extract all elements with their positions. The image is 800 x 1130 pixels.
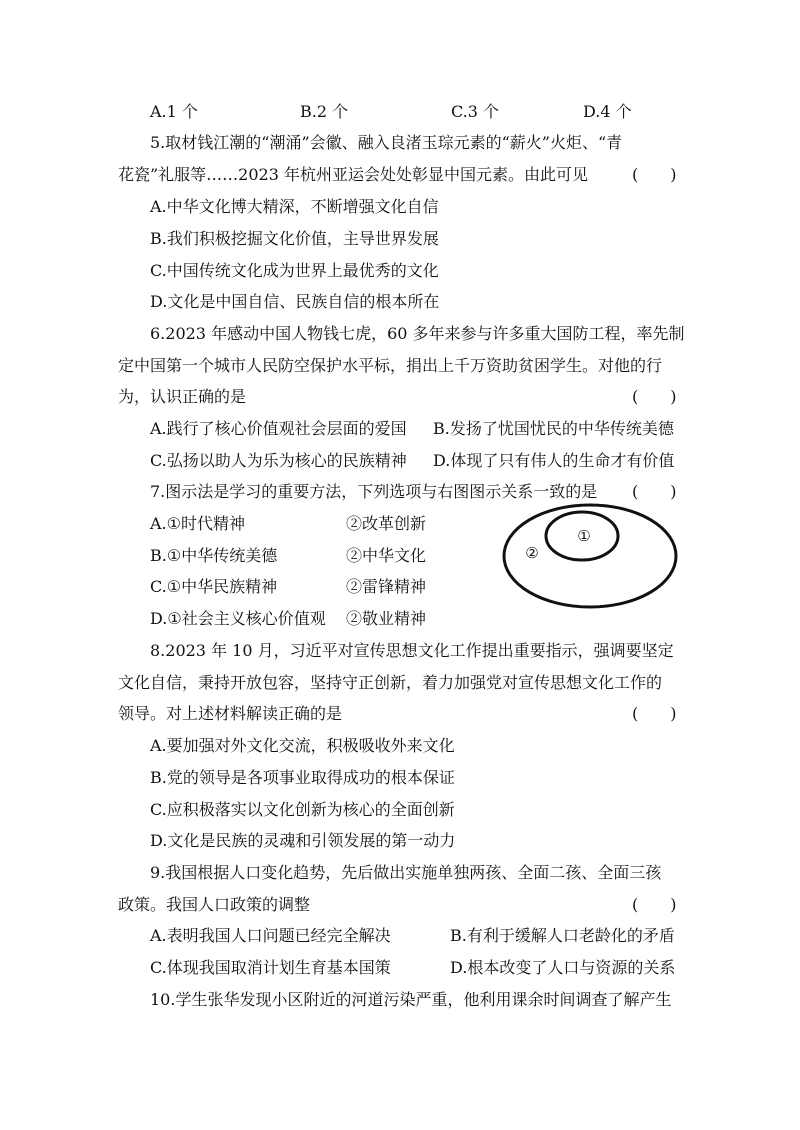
q6-stem-line3: 为，认识正确的是 — [118, 387, 247, 406]
q10-stem-line1: 10.学生张华发现小区附近的河道污染严重，他利用课余时间调查了解产生 — [150, 990, 672, 1009]
q7-answer-paren: ( ) — [632, 482, 677, 501]
q7-stem: 7.图示法是学习的重要方法，下列选项与右图图示关系一致的是 — [150, 482, 598, 501]
q9-option-b: B.有利于缓解人口老龄化的矛盾 — [450, 926, 675, 945]
q8-stem-line1: 8.2023 年 10 月，习近平对宣传思想文化工作提出重要指示，强调要坚定 — [150, 641, 674, 660]
q5-option-b: B.我们积极挖掘文化价值，主导世界发展 — [150, 229, 439, 248]
q9-answer-paren: ( ) — [632, 895, 677, 914]
q7-option-a: A.①时代精神 — [150, 514, 245, 533]
q5-option-c: C.中国传统文化成为世界上最优秀的文化 — [150, 261, 439, 280]
q5-answer-paren: ( ) — [632, 165, 677, 184]
q6-answer-paren: ( ) — [632, 387, 677, 406]
q8-option-c: C.应积极落实以文化创新为核心的全面创新 — [150, 800, 455, 819]
inner-ellipse-label: ① — [577, 527, 591, 545]
q6-option-a: A.践行了核心价值观社会层面的爱国 — [150, 419, 407, 438]
q6-option-b: B.发扬了忧国忧民的中华传统美德 — [433, 419, 674, 438]
q8-option-d: D.文化是民族的灵魂和引领发展的第一动力 — [150, 831, 456, 850]
q4-option-a: A.1 个 — [150, 102, 198, 121]
q7-option-c: C.①中华民族精神 — [150, 577, 278, 596]
q9-stem-line1: 9.我国根据人口变化趋势，先后做出实施单独两孩、全面二孩、全面三孩 — [150, 863, 662, 882]
q5-option-d: D.文化是中国自信、民族自信的根本所在 — [150, 292, 440, 311]
q5-stem-line1: 5.取材钱江潮的“潮涌”会徽、融入良渚玉琮元素的“薪火”火炬、“青 — [150, 133, 623, 152]
q6-option-d: D.体现了只有伟人的生命才有价值 — [433, 451, 675, 470]
q7-option-d: D.①社会主义核心价值观 — [150, 609, 326, 628]
q9-option-a: A.表明我国人口问题已经完全解决 — [150, 926, 391, 945]
q6-stem-line1: 6.2023 年感动中国人物钱七虎，60 多年来参与许多重大国防工程，率先制 — [150, 324, 685, 343]
q7-option-d-pair: ②敬业精神 — [346, 609, 427, 628]
q5-option-a: A.中华文化博大精深，不断增强文化自信 — [150, 197, 439, 216]
q9-stem-line2: 政策。我国人口政策的调整 — [118, 895, 311, 914]
q7-relationship-diagram — [500, 500, 680, 610]
q5-stem-line2: 花瓷”礼服等……2023 年杭州亚运会处处彰显中国元素。由此可见 — [118, 165, 588, 184]
q7-option-b: B.①中华传统美德 — [150, 546, 278, 565]
q6-option-c: C.弘扬以助人为乐为核心的民族精神 — [150, 451, 407, 470]
q9-option-c: C.体现我国取消计划生育基本国策 — [150, 958, 391, 977]
outer-ellipse-label: ② — [525, 544, 539, 562]
q4-option-b: B.2 个 — [300, 102, 349, 121]
q8-option-a: A.要加强对外文化交流，积极吸收外来文化 — [150, 736, 455, 755]
q7-option-c-pair: ②雷锋精神 — [346, 577, 427, 596]
q7-option-b-pair: ②中华文化 — [346, 546, 427, 565]
q7-option-a-pair: ②改革创新 — [346, 514, 427, 533]
q8-stem-line3: 领导。对上述材料解读正确的是 — [118, 704, 343, 723]
q8-option-b: B.党的领导是各项事业取得成功的根本保证 — [150, 768, 455, 787]
q8-stem-line2: 文化自信，秉持开放包容，坚持守正创新，着力加强党对宣传思想文化工作的 — [118, 673, 663, 692]
q9-option-d: D.根本改变了人口与资源的关系 — [450, 958, 676, 977]
q4-option-d: D.4 个 — [583, 102, 632, 121]
q6-stem-line2: 定中国第一个城市人民防空保护水平标，捐出上千万资助贫困学生。对他的行 — [118, 356, 663, 375]
q8-answer-paren: ( ) — [632, 704, 677, 723]
q4-option-c: C.3 个 — [451, 102, 500, 121]
